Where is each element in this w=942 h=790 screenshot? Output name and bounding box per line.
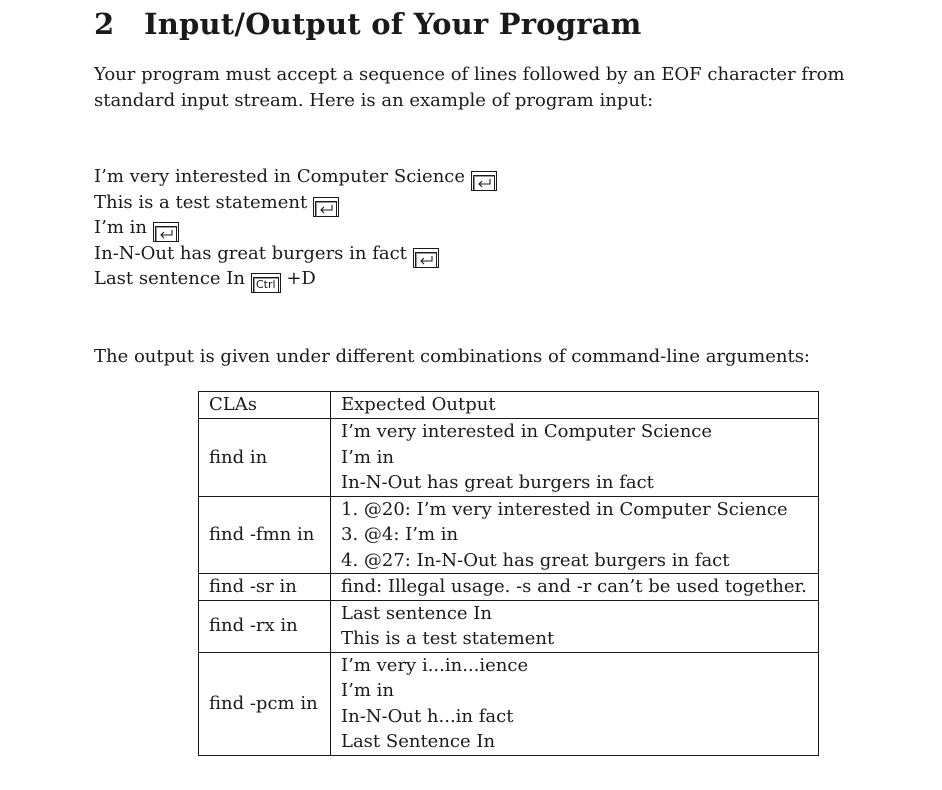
table-row [199, 496, 819, 574]
return-key-icon [313, 197, 339, 217]
output-intro: The output is given under different combinations of command-line arguments: [94, 346, 811, 367]
example-line-text: I’m in [94, 217, 147, 238]
table-row [199, 600, 819, 652]
results-table [198, 391, 819, 756]
table-row [199, 652, 819, 755]
table-row [199, 574, 819, 601]
cla-cell: find -sr in [199, 574, 331, 601]
table-header-row [199, 392, 819, 419]
output-line: I’m in [341, 680, 394, 701]
cla-cell: find -pcm in [199, 652, 331, 755]
example-line [94, 266, 497, 292]
section-number: 2 [94, 7, 115, 41]
output-line: find: Illegal usage. -s and -r can’t be used together. [341, 576, 807, 597]
ctrl-key [251, 273, 281, 293]
section-heading [94, 7, 642, 41]
example-line [94, 190, 497, 216]
output-line: I’m in [341, 446, 394, 468]
output-line: I’m very i...in...ience [341, 654, 529, 676]
output-line: I’m very interested in Computer Science [341, 421, 713, 442]
cla-cell: find -fmn in [199, 496, 331, 574]
output-cell [331, 574, 819, 601]
output-cell [331, 496, 819, 574]
example-line-text: Last sentence In [94, 268, 245, 289]
output-line: In-N-Out h...in fact [341, 705, 514, 727]
output-cell [331, 652, 819, 755]
example-line [94, 215, 497, 241]
output-line: In-N-Out has great burgers in fact [341, 472, 654, 493]
return-key-icon [153, 222, 179, 242]
cla-cell: find in [199, 419, 331, 497]
intro-paragraph: Your program must accept a sequence of lines followed by an EOF character from standard input stream. Here is an example of program input: [94, 64, 845, 111]
output-line: Last sentence In [341, 602, 492, 624]
output-line: This is a test statement [341, 628, 555, 649]
example-input-block [94, 164, 497, 292]
output-line: 4. @27: In-N-Out has great burgers in fact [341, 549, 730, 571]
ctrl-key-label: Ctrl [253, 277, 279, 293]
example-line-text: I’m very interested in Computer Science [94, 166, 466, 187]
example-line-text: In-N-Out has great burgers in fact [94, 242, 407, 264]
output-line: Last Sentence In [341, 731, 496, 752]
header-expected-output: Expected Output [331, 392, 819, 419]
output-cell [331, 600, 819, 652]
return-key-icon [413, 248, 439, 268]
section-title: Input/Output of Your Program [144, 7, 642, 41]
return-key-icon [471, 171, 497, 191]
table-row [199, 419, 819, 497]
output-line: 3. @4: I’m in [341, 524, 459, 545]
example-line-text: This is a test statement [94, 191, 308, 213]
header-clas: CLAs [199, 392, 331, 419]
example-line [94, 241, 497, 267]
output-line: 1. @20: I’m very interested in Computer Science [341, 498, 788, 520]
ctrl-key-suffix: +D [286, 268, 316, 289]
cla-cell: find -rx in [199, 600, 331, 652]
output-cell [331, 419, 819, 497]
example-line [94, 164, 497, 190]
